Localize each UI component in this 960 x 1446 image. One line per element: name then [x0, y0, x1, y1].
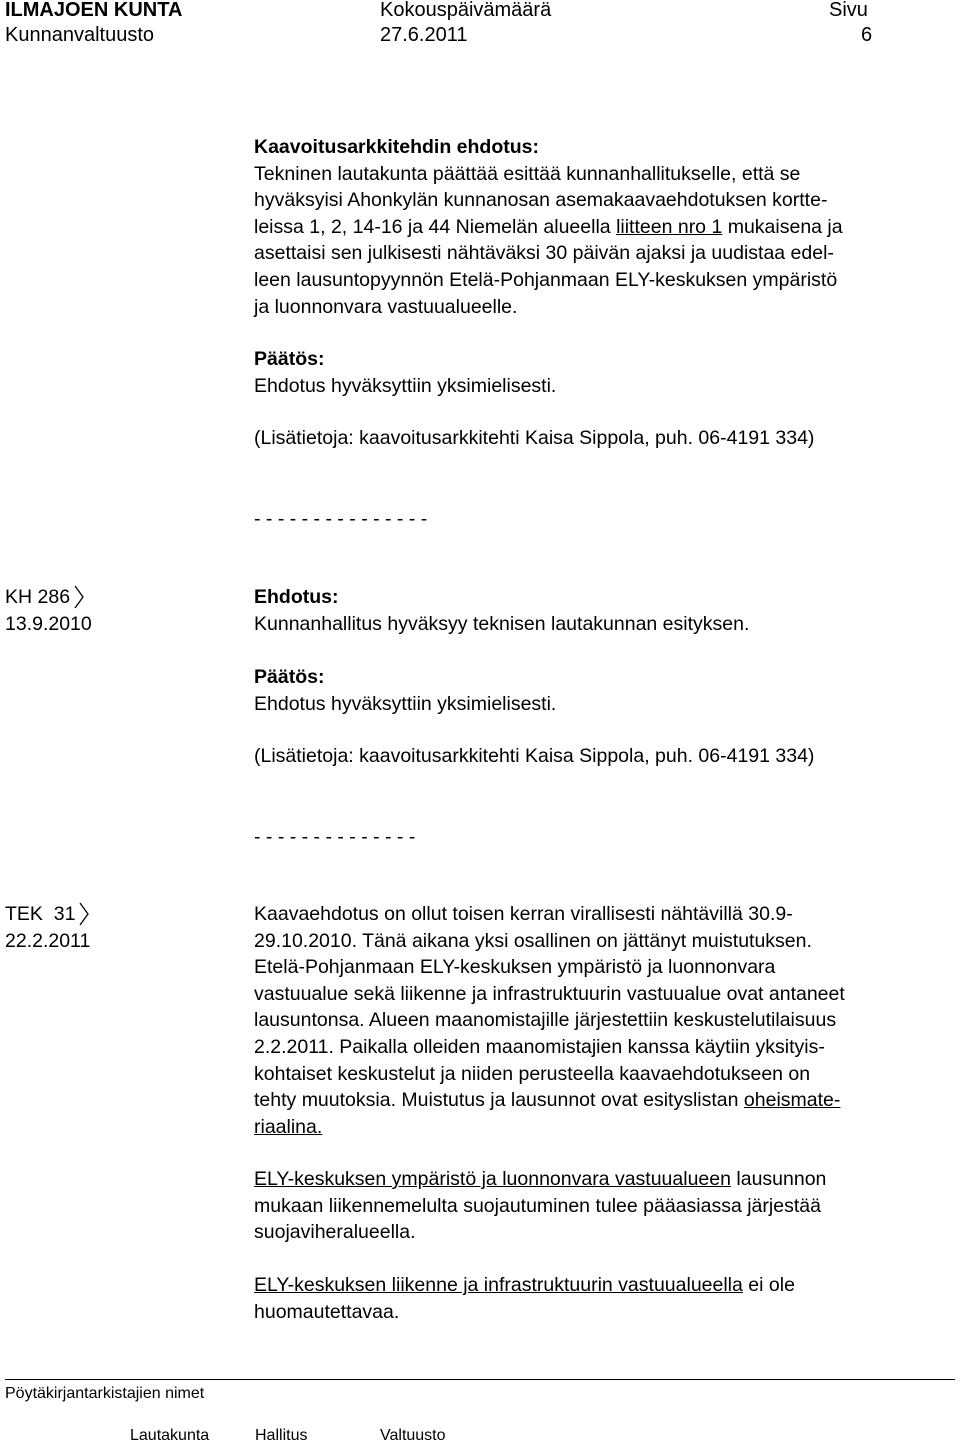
- ely-transport-statement: [254, 1272, 954, 1325]
- section-bracket-icon: [74, 585, 85, 609]
- tek-ref: TEK 31: [5, 903, 76, 925]
- body-line: suojaviheralueella.: [254, 1221, 416, 1244]
- statement-link[interactable]: ELY-keskuksen ympäristö ja luonnonvara vastuualueen: [254, 1168, 731, 1190]
- body-line: vastuualue sekä liikenne ja infrastruktuurin vastuualue ovat antaneet: [254, 982, 845, 1005]
- kh-proposal: [254, 584, 954, 637]
- contact-info: (Lisätietoja: kaavoitusarkkitehti Kaisa Sippola, puh. 06-4191 334): [254, 427, 815, 449]
- contact-info: (Lisätietoja: kaavoitusarkkitehti Kaisa Sippola, puh. 06-4191 334): [254, 745, 815, 767]
- tek-date: 22.2.2011: [5, 929, 91, 952]
- footer-rule: [5, 1379, 955, 1380]
- footer-label: Pöytäkirjantarkistajien nimet: [5, 1385, 205, 1402]
- body-line: huomautettavaa.: [254, 1300, 400, 1323]
- decision-label: Päätös:: [254, 666, 325, 688]
- kh-date: 13.9.2010: [5, 612, 92, 635]
- body-line: [254, 1087, 954, 1114]
- body-line: [254, 1114, 954, 1141]
- body-line: mukaan liikennemelulta suojautuminen tulee pääasiassa järjestää: [254, 1194, 821, 1217]
- decision-block: [254, 346, 954, 399]
- proposal-line: leen lausuntopyynnön Etelä-Pohjanmaan ELY-keskuksen ympäristö: [254, 268, 838, 291]
- proposal-text: leissa 1, 2, 14-16 ja 44 Niemelän alueella: [254, 215, 617, 238]
- proposal-label: Ehdotus:: [254, 586, 339, 608]
- proposal-heading: Kaavoitusarkkitehdin ehdotus:: [254, 136, 539, 158]
- kh-decision: [254, 664, 954, 717]
- attachment-link[interactable]: riaalina.: [254, 1115, 323, 1138]
- section-divider: - - - - - - - - - - - - - -: [254, 826, 416, 848]
- body-line: kohtaiset keskustelut ja niiden perusteella kaavaehdotukseen on: [254, 1062, 811, 1085]
- section-bracket-icon: [79, 902, 90, 926]
- proposal-text: Kunnanhallitus hyväksyy teknisen lautakunnan esityksen.: [254, 612, 750, 635]
- kh-ref: KH 286: [5, 586, 71, 608]
- statement-link[interactable]: ELY-keskuksen liikenne ja infrastruktuurin vastuualueella: [254, 1274, 743, 1296]
- meeting-date: 27.6.2011: [380, 24, 468, 46]
- architect-proposal: [254, 134, 954, 320]
- body-text: lausunnon: [730, 1168, 827, 1190]
- body-line: Kaavaehdotus on ollut toisen kerran virallisesti nähtävillä 30.9-: [254, 903, 793, 925]
- tek-body: [254, 901, 954, 1140]
- organization-name: ILMAJOEN KUNTA: [5, 0, 183, 21]
- proposal-line: asettaisi sen julkisesti nähtäväksi 30 päivän ajaksi ja uudistaa edel-: [254, 242, 834, 265]
- section-divider: - - - - - - - - - - - - - - -: [254, 508, 428, 530]
- date-label: Kokouspäivämäärä: [380, 0, 552, 21]
- footer-col-valtuusto: Valtuusto: [380, 1427, 446, 1444]
- kh-reference: [5, 584, 92, 637]
- body-text: tehty muutoksia. Muistutus ja lausunnot ovat esityslistan: [254, 1089, 744, 1112]
- decision-label: Päätös:: [254, 348, 325, 370]
- body-line: 29.10.2010. Tänä aikana yksi osallinen on jättänyt muistutuksen.: [254, 929, 812, 952]
- proposal-line: Tekninen lautakunta päättää esittää kunnanhallitukselle, että se: [254, 162, 801, 185]
- proposal-line: hyväksyisi Ahonkylän kunnanosan asemakaavaehdotuksen kortte-: [254, 189, 828, 212]
- meeting-body: Kunnanvaltuusto: [5, 24, 155, 46]
- proposal-text: mukaisena ja: [722, 215, 843, 238]
- body-line: lausuntonsa. Alueen maanomistajille järjestettiin keskustelutilaisuus: [254, 1009, 837, 1032]
- body-line: Etelä-Pohjanmaan ELY-keskuksen ympäristö ja luonnonvara: [254, 956, 776, 979]
- page-label: Sivu: [829, 0, 868, 21]
- footer-col-hallitus: Hallitus: [255, 1427, 308, 1444]
- tek-reference: [5, 901, 90, 954]
- decision-text: Ehdotus hyväksyttiin yksimielisesti.: [254, 692, 557, 715]
- proposal-line: [254, 214, 954, 241]
- ely-environment-statement: [254, 1166, 954, 1246]
- footer-col-lautakunta: Lautakunta: [130, 1427, 210, 1444]
- proposal-line: ja luonnonvara vastuualueelle.: [254, 295, 518, 318]
- body-line: 2.2.2011. Paikalla olleiden maanomistajien kanssa käytiin yksityis-: [254, 1035, 825, 1058]
- attachment-link[interactable]: oheismate-: [743, 1089, 841, 1112]
- attachment-link[interactable]: liitteen nro 1: [616, 215, 723, 238]
- page-number: 6: [861, 24, 873, 46]
- decision-text: Ehdotus hyväksyttiin yksimielisesti.: [254, 374, 557, 397]
- body-text: ei ole: [742, 1274, 795, 1296]
